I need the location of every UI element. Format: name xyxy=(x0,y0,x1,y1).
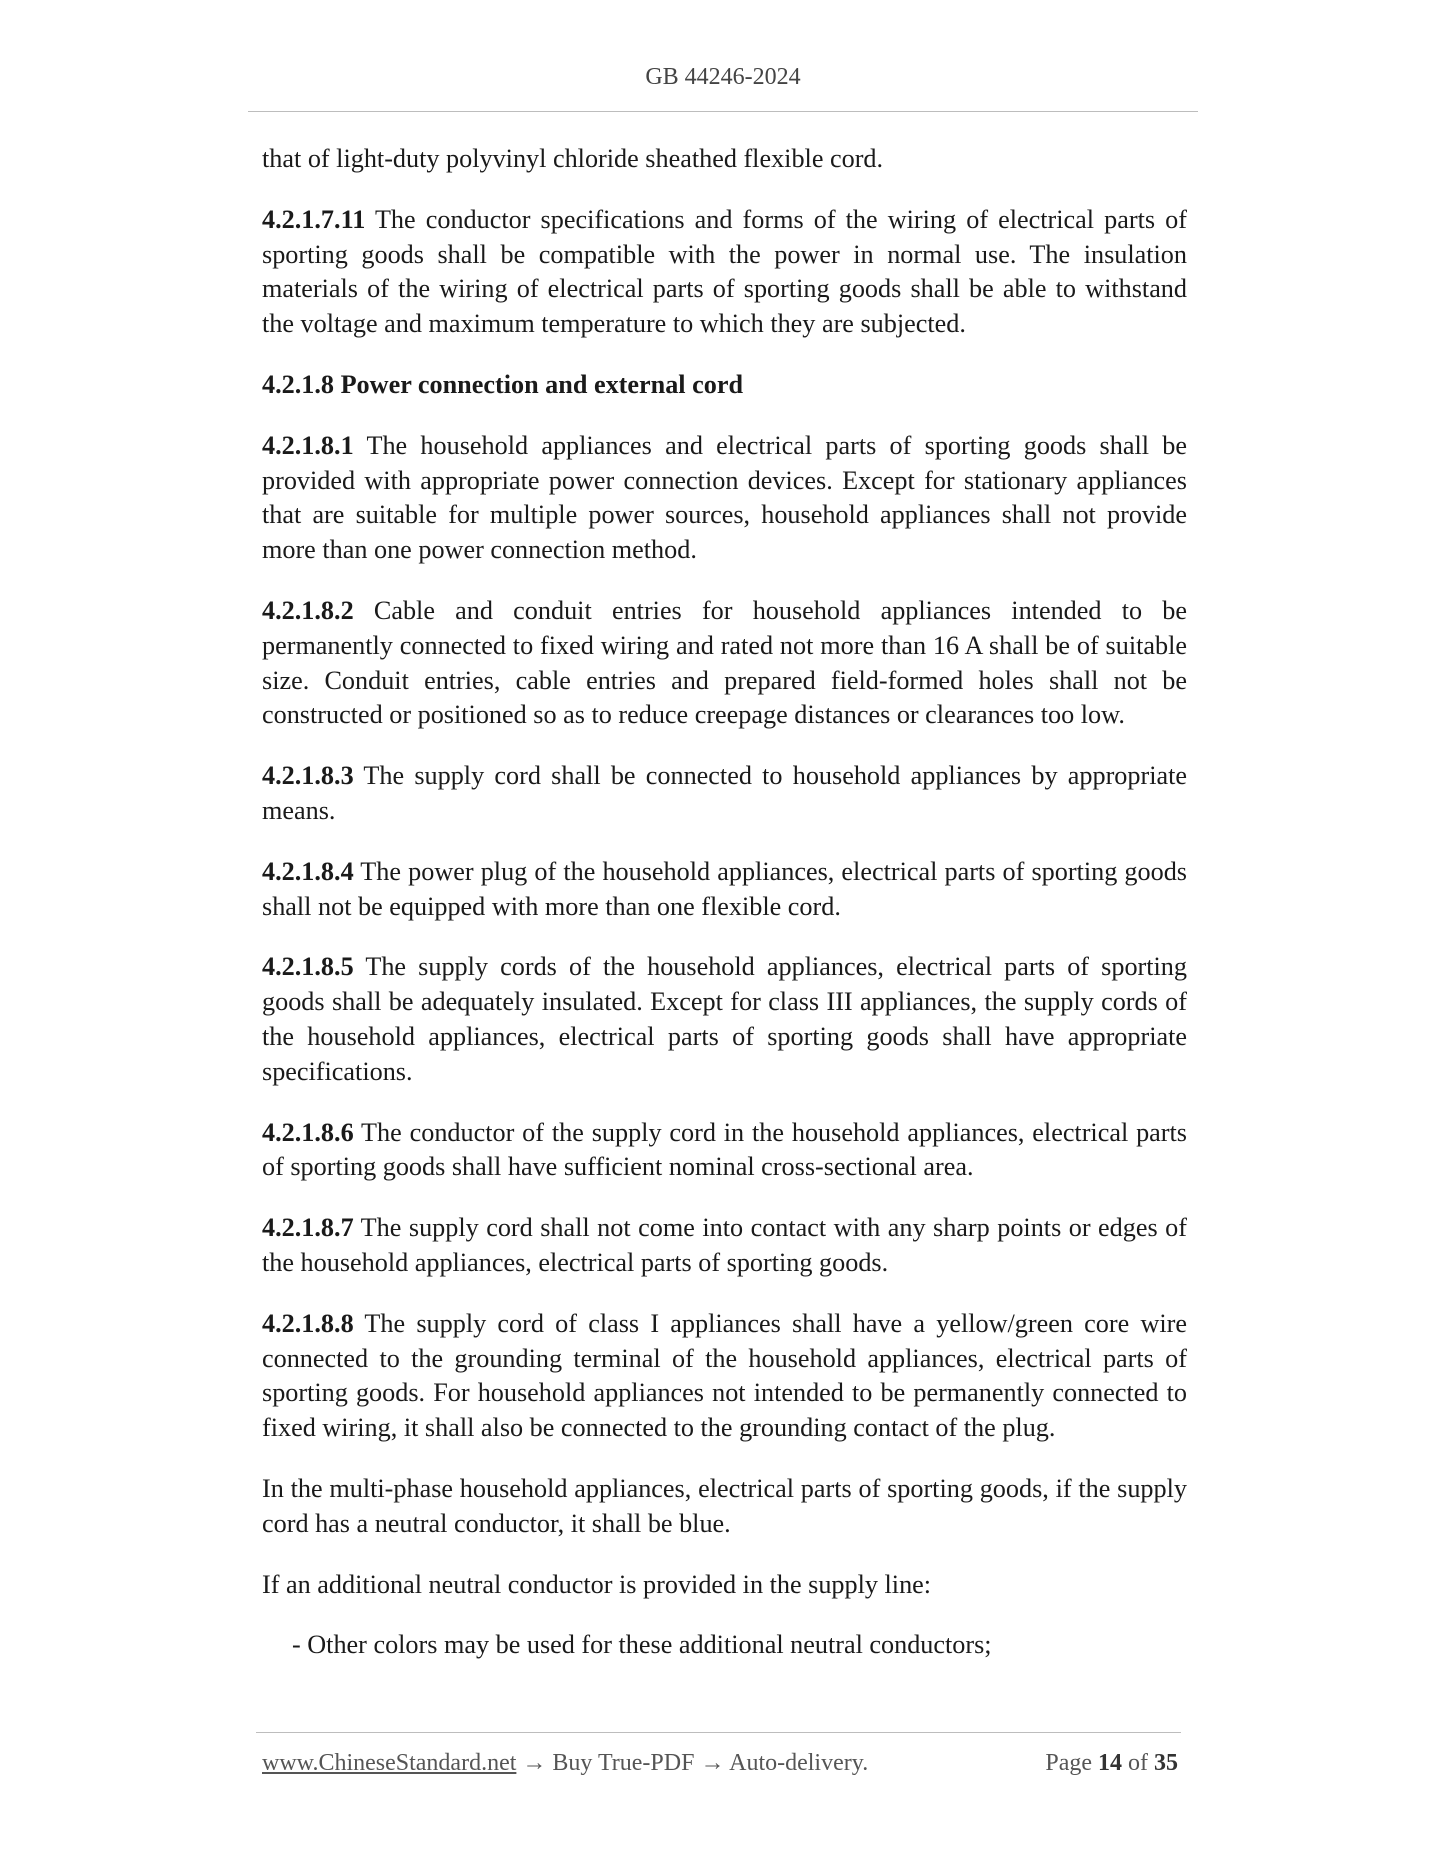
page-header-title: GB 44246-2024 xyxy=(645,64,801,90)
clause-number: 4.2.1.7.11 xyxy=(262,204,366,234)
page-current: 14 xyxy=(1098,1750,1122,1776)
clause-text: The conductor specifications and forms of the wiring of electrical parts of sporting goods shall be compatible with the power in normal use. The insulation materials of the wiring of electrical parts of sporting goods shall be able to withstand the voltage and maximum temperature to which they are subjected. xyxy=(262,204,1187,339)
clause-number: 4.2.1.8.6 xyxy=(262,1117,354,1147)
clause-text: The household appliances and electrical parts of sporting goods shall be provided with appropriate power connection devices. Except for stationary appliances that are suitable for multiple power sources, household appliances shall not provide more than one power connection method. xyxy=(262,430,1187,565)
paragraph-4-2-1-8-8 xyxy=(262,1307,1187,1446)
clause-number: 4.2.1.8.4 xyxy=(262,856,354,886)
clause-text: The power plug of the household appliances, electrical parts of sporting goods shall not be equipped with more than one flexible cord. xyxy=(262,856,1187,921)
page-of-label: of xyxy=(1122,1750,1154,1776)
paragraph-4-2-1-8-4 xyxy=(262,855,1187,925)
paragraph-additional-neutral xyxy=(262,1568,1187,1603)
clause-text: The supply cord shall not come into contact with any sharp points or edges of the household appliances, electrical parts of sporting goods. xyxy=(262,1213,1187,1277)
clause-text: The supply cords of the household appliances, electrical parts of sporting goods shall be adequately insulated. Except for class III appliances, the supply cords of the household appliances, electrical parts of sporting goods shall have appropriate specifications. xyxy=(262,952,1187,1086)
paragraph-4-2-1-7-11 xyxy=(262,203,1187,342)
clause-number: 4.2.1.8.3 xyxy=(262,761,354,791)
paragraph-4-2-1-8-3 xyxy=(262,759,1187,829)
page-indicator xyxy=(1045,1750,1178,1777)
paragraph-4-2-1-8-1 xyxy=(262,429,1187,568)
footer-promo-text: → Buy True-PDF → Auto-delivery. xyxy=(516,1750,869,1776)
section-heading-4-2-1-8: 4.2.1.8 Power connection and external cord xyxy=(262,369,744,399)
paragraph-4-2-1-8-5 xyxy=(262,950,1187,1089)
clause-text: that of light-duty polyvinyl chloride sheathed flexible cord. xyxy=(262,144,884,173)
paragraph-continuation xyxy=(262,142,1187,177)
list-item-other-colors: - Other colors may be used for these additional neutral conductors; xyxy=(292,1630,992,1660)
clause-number: 4.2.1.8.2 xyxy=(262,595,354,625)
clause-text: The supply cord shall be connected to household appliances by appropriate means. xyxy=(262,761,1187,825)
clause-text: If an additional neutral conductor is provided in the supply line: xyxy=(262,1569,932,1599)
document-body xyxy=(262,142,1187,1689)
footer-divider xyxy=(256,1732,1181,1733)
page-total: 35 xyxy=(1154,1750,1178,1776)
clause-number: 4.2.1.8.8 xyxy=(262,1308,354,1338)
paragraph-4-2-1-8-6 xyxy=(262,1116,1187,1186)
header-divider xyxy=(248,111,1198,112)
clause-text: In the multi-phase household appliances, electrical parts of sporting goods, if the supply cord has a neutral conductor, it shall be blue. xyxy=(262,1473,1187,1538)
clause-number: 4.2.1.8.7 xyxy=(262,1213,354,1243)
page-label: Page xyxy=(1045,1750,1098,1776)
clause-text: The conductor of the supply cord in the household appliances, electrical parts of sporting goods shall have sufficient nominal cross-sectional area. xyxy=(262,1117,1187,1182)
paragraph-4-2-1-8-7 xyxy=(262,1211,1187,1281)
clause-number: 4.2.1.8.5 xyxy=(262,952,354,982)
clause-number: 4.2.1.8.1 xyxy=(262,430,354,460)
clause-text: Cable and conduit entries for household appliances intended to be permanently connected to fixed wiring and rated not more than 16 A shall be of suitable size. Conduit entries, cable entries and prepared field-formed holes shall not be constructed or positioned so as to reduce creepage distances or clearances too low. xyxy=(262,595,1187,730)
website-link[interactable]: www.ChineseStandard.net xyxy=(262,1750,517,1776)
paragraph-4-2-1-8-2 xyxy=(262,594,1187,733)
footer-promo xyxy=(262,1750,868,1777)
clause-text: The supply cord of class I appliances shall have a yellow/green core wire connected to the grounding terminal of the household appliances, electrical parts of sporting goods. For household appliances not intended to be permanently connected to fixed wiring, it shall also be connected to the grounding contact of the plug. xyxy=(262,1308,1187,1443)
paragraph-multi-phase xyxy=(262,1472,1187,1542)
